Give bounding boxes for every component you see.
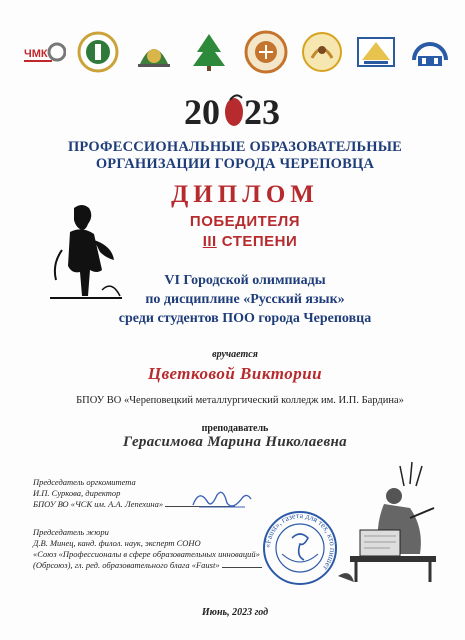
jury-line-4: (Обрсоюз), гл. ред. образовательного блага «Faust» <box>33 560 220 570</box>
svg-text:ЧМК: ЧМК <box>24 48 48 60</box>
olympiad-line-1: VI Городской олимпиады <box>164 273 326 288</box>
svg-text:20: 20 <box>184 92 220 132</box>
degree-number: III <box>202 233 217 250</box>
diploma-degree <box>150 233 350 250</box>
college-logo-3 <box>187 30 231 74</box>
olympiad-description <box>95 271 395 328</box>
college-logo-1 <box>76 30 120 74</box>
college-logo-7 <box>408 30 452 74</box>
issue-date: Июнь, 2023 год <box>201 607 269 618</box>
signature-line <box>222 560 262 568</box>
college-logo-5 <box>300 30 344 74</box>
jury-line-2: Д.В. Минец, канд. филол. наук, эксперт СОНО <box>33 538 201 548</box>
organizer-title <box>40 139 430 173</box>
year-of-teacher-emblem <box>180 86 290 132</box>
teacher-label: преподаватель <box>201 423 269 434</box>
jury-line-1: Председатель жюри <box>33 527 109 537</box>
award-label: вручается <box>212 349 258 360</box>
committee-line-3: БПОУ ВО «ЧСК им. А.А. Лепехина» <box>33 499 164 509</box>
teacher-name: Герасимова Марина Николаевна <box>123 434 347 450</box>
jury-line-3: «Союз «Профессионалы в сфере образовательных инноваций» <box>33 549 260 559</box>
chmk-logo <box>22 30 66 74</box>
recipient-college: БПОУ ВО «Череповецкий металлургический колледж им. И.П. Бардина» <box>76 395 404 406</box>
olympiad-line-2: по дисциплине «Русский язык» <box>145 292 345 307</box>
degree-word: СТЕПЕНИ <box>221 233 298 250</box>
diploma-title: ДИПЛОМ <box>171 181 319 208</box>
diploma-winner: ПОБЕДИТЕЛЯ <box>189 213 301 230</box>
recipient-name: Цветковой Виктории <box>147 364 323 383</box>
committee-line-1: Председатель оргкомитета <box>33 477 136 487</box>
olympiad-line-3: среди студентов ПОО города Череповца <box>118 311 372 326</box>
scribe-illustration <box>330 458 450 588</box>
organizer-line-2: ОРГАНИЗАЦИИ ГОРОДА ЧЕРЕПОВЦА <box>95 156 375 172</box>
jury-signature-block <box>33 527 262 571</box>
college-logo-2 <box>132 30 176 74</box>
committee-line-2: И.П. Суркова, директор <box>33 488 121 498</box>
faust-stamp <box>260 508 340 588</box>
logos-row <box>22 30 452 82</box>
handwritten-signature <box>185 485 255 515</box>
organizer-line-1: ПРОФЕССИОНАЛЬНЫЕ ОБРАЗОВАТЕЛЬНЫЕ <box>67 139 403 155</box>
svg-text:«Faust», газета для тех, кто п: «Faust», газета для тех, кто пишет <box>262 510 338 573</box>
svg-text:23: 23 <box>244 92 280 132</box>
college-logo-6 <box>354 30 398 74</box>
college-logo-4 <box>244 30 288 74</box>
